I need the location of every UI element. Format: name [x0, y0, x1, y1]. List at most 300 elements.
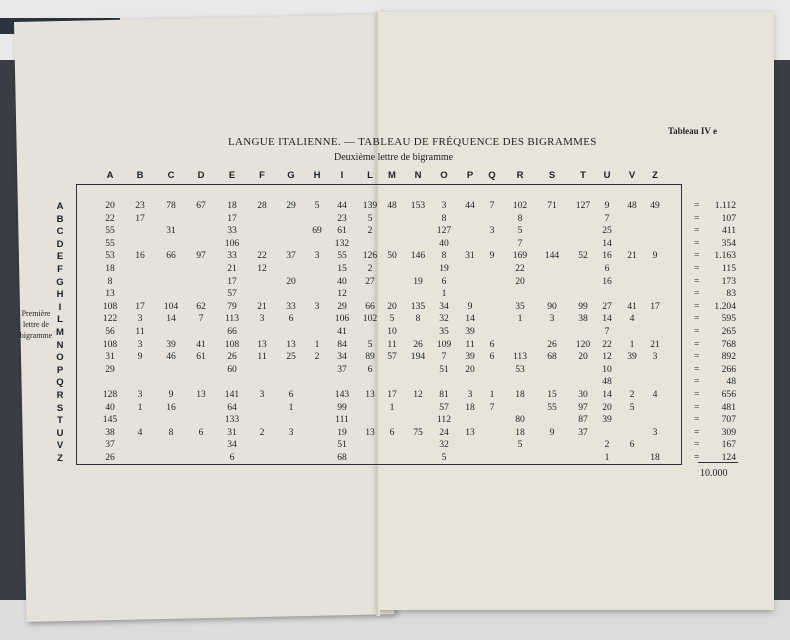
table-cell: 2	[629, 389, 635, 400]
equals-sign: =	[694, 200, 700, 211]
table-cell: 33	[227, 250, 237, 262]
table-cell: 62	[196, 300, 206, 312]
table-cell: 31	[227, 426, 237, 438]
row-header-o: O	[56, 352, 64, 364]
table-cell: 37	[105, 439, 115, 451]
table-cell: 89	[365, 351, 375, 363]
table-cell: 39	[602, 414, 612, 426]
table-cell: 2	[604, 439, 610, 451]
table-cell: 51	[439, 363, 449, 375]
table-cell: 5	[517, 225, 523, 237]
table-cell: 24	[439, 426, 449, 438]
table-cell: 113	[512, 351, 528, 363]
table-cell: 48	[387, 200, 397, 211]
table-cell: 3	[467, 389, 473, 400]
table-cell: 5	[441, 452, 447, 463]
table-cell: 8	[168, 426, 174, 438]
table-cell: 9	[549, 426, 555, 438]
table-cell: 122	[102, 313, 118, 325]
table-cell: 32	[439, 313, 449, 325]
table-cell: 5	[314, 200, 320, 211]
table-cell: 23	[337, 212, 347, 224]
table-cell: 6	[229, 452, 235, 463]
row-total	[694, 365, 736, 375]
table-cell: 2	[367, 263, 373, 274]
row-header-c: C	[56, 226, 64, 238]
table-cell: 66	[166, 250, 176, 262]
table-cell: 61	[196, 351, 206, 363]
table-cell: 27	[602, 300, 612, 312]
table-cell: 106	[224, 237, 240, 249]
table-cell: 106	[334, 313, 350, 325]
table-cell: 17	[227, 275, 237, 287]
table-cell: 3	[137, 389, 143, 400]
table-cell: 132	[334, 237, 350, 249]
row-header-i: I	[58, 301, 62, 313]
table-cell: 81	[439, 389, 449, 400]
table-cell: 39	[465, 326, 475, 337]
row-total-value: 595	[721, 313, 736, 325]
row-header-t: T	[57, 415, 63, 427]
table-cell: 31	[465, 250, 475, 262]
equals-sign: =	[694, 313, 700, 325]
column-header-n: N	[414, 170, 422, 181]
row-total	[694, 239, 736, 249]
table-cell: 64	[227, 401, 237, 413]
table-cell: 10	[602, 363, 612, 375]
table-cell: 102	[362, 313, 378, 325]
table-cell: 66	[227, 326, 237, 337]
table-cell: 6	[629, 439, 635, 451]
table-cell: 3	[259, 389, 265, 400]
column-header-v: V	[628, 170, 636, 181]
table-cell: 53	[105, 250, 115, 262]
table-cell: 6	[367, 363, 373, 375]
table-cell: 60	[227, 363, 237, 375]
table-cell: 7	[517, 237, 523, 249]
table-cell: 3	[652, 426, 658, 438]
table-cell: 35	[439, 326, 449, 337]
table-cell: 113	[224, 313, 240, 325]
table-cell: 78	[166, 200, 176, 211]
table-cell: 55	[105, 237, 115, 249]
table-cell: 6	[288, 389, 294, 400]
table-cell: 38	[578, 313, 588, 325]
table-cell: 21	[627, 250, 637, 262]
row-total-value: 411	[721, 225, 736, 237]
table-cell: 99	[337, 401, 347, 413]
table-cell: 11	[465, 338, 475, 350]
table-cell: 12	[413, 389, 423, 400]
table-cell: 28	[257, 200, 267, 211]
table-cell: 67	[196, 200, 206, 211]
table-cell: 13	[257, 338, 267, 350]
table-cell: 55	[337, 250, 347, 262]
table-cell: 1	[441, 288, 447, 300]
table-cell: 120	[575, 338, 591, 350]
equals-sign: =	[694, 225, 700, 237]
row-total-value: 1.163	[714, 250, 736, 262]
row-total-value: 83	[726, 288, 736, 300]
table-cell: 1	[604, 452, 610, 463]
table-cell: 80	[515, 414, 525, 426]
table-cell: 21	[227, 263, 237, 274]
column-header-r: R	[516, 170, 524, 181]
table-cell: 11	[257, 351, 267, 363]
row-total-value: 354	[721, 237, 736, 249]
row-header-v: V	[56, 440, 64, 452]
table-cell: 17	[227, 212, 237, 224]
column-header-c: C	[167, 170, 175, 181]
table-cell: 144	[544, 250, 560, 262]
equals-sign: =	[694, 250, 700, 262]
grand-total: 10.000	[700, 468, 728, 479]
table-cell: 40	[105, 401, 115, 413]
row-header-h: H	[56, 289, 64, 301]
table-cell: 18	[105, 263, 115, 274]
table-cell: 41	[337, 326, 347, 337]
table-cell: 40	[439, 237, 449, 249]
column-header-d: D	[197, 170, 205, 181]
row-total	[694, 214, 736, 224]
table-cell: 55	[105, 225, 115, 237]
table-cell: 53	[515, 363, 525, 375]
table-cell: 8	[107, 275, 113, 287]
table-cell: 108	[102, 338, 118, 350]
table-cell: 3	[441, 200, 447, 211]
table-cell: 5	[629, 401, 635, 413]
table-cell: 18	[465, 401, 475, 413]
table-cell: 46	[166, 351, 176, 363]
table-cell: 14	[166, 313, 176, 325]
table-cell: 8	[517, 212, 523, 224]
row-header-u: U	[56, 427, 64, 439]
table-cell: 12	[257, 263, 267, 274]
table-cell: 4	[629, 313, 635, 325]
row-total-value: 173	[721, 275, 736, 287]
table-cell: 108	[224, 338, 240, 350]
column-header-q: Q	[488, 170, 496, 181]
table-cell: 2	[259, 426, 265, 438]
table-cell: 29	[286, 200, 296, 211]
table-cell: 1	[389, 401, 395, 413]
row-total-value: 48	[726, 376, 736, 388]
table-cell: 9	[137, 351, 143, 363]
table-cell: 153	[410, 200, 426, 211]
table-cell: 18	[515, 426, 525, 438]
table-cell: 104	[163, 300, 179, 312]
table-cell: 48	[627, 200, 637, 211]
table-cell: 14	[465, 313, 475, 325]
table-cell: 41	[196, 338, 206, 350]
table-cell: 14	[602, 389, 612, 400]
table-cell: 13	[105, 288, 115, 300]
equals-sign: =	[694, 237, 700, 249]
table-cell: 5	[367, 338, 373, 350]
table-cell: 169	[512, 250, 528, 262]
table-cell: 11	[387, 338, 397, 350]
table-cell: 9	[604, 200, 610, 211]
table-cell: 55	[547, 401, 557, 413]
row-total	[694, 377, 736, 387]
table-cell: 30	[578, 389, 588, 400]
equals-sign: =	[694, 426, 700, 438]
equals-sign: =	[694, 414, 700, 426]
table-cell: 20	[286, 275, 296, 287]
table-cell: 18	[515, 389, 525, 400]
equals-sign: =	[694, 363, 700, 375]
row-total-value: 265	[721, 326, 736, 337]
equals-sign: =	[694, 263, 700, 274]
table-cell: 13	[286, 338, 296, 350]
table-cell: 6	[389, 426, 395, 438]
table-cell: 26	[547, 338, 557, 350]
row-total	[694, 302, 736, 312]
table-cell: 109	[436, 338, 452, 350]
page-title: LANGUE ITALIENNE. — TABLEAU DE FRÉQUENCE DES BIGRAMMES	[228, 136, 597, 148]
row-total-value: 167	[721, 439, 736, 451]
table-cell: 27	[365, 275, 375, 287]
column-header-i: I	[340, 170, 344, 181]
table-cell: 69	[312, 225, 322, 237]
table-cell: 15	[337, 263, 347, 274]
table-cell: 13	[365, 389, 375, 400]
table-cell: 35	[515, 300, 525, 312]
row-total-value: 1.112	[714, 200, 736, 211]
table-cell: 44	[337, 200, 347, 211]
table-id: Tableau IV e	[668, 126, 718, 136]
table-cell: 1	[629, 338, 635, 350]
row-total	[694, 327, 736, 337]
table-cell: 6	[489, 338, 495, 350]
table-cell: 21	[257, 300, 267, 312]
table-cell: 146	[410, 250, 426, 262]
table-cell: 20	[387, 300, 397, 312]
table-cell: 143	[334, 389, 350, 400]
table-cell: 14	[602, 237, 612, 249]
row-total	[694, 340, 736, 350]
table-cell: 99	[578, 300, 588, 312]
column-header-p: P	[466, 170, 474, 181]
table-cell: 9	[652, 250, 658, 262]
row-total-value: 309	[721, 426, 736, 438]
table-cell: 16	[135, 250, 145, 262]
table-cell: 31	[166, 225, 176, 237]
row-total-value: 115	[721, 263, 736, 274]
table-cell: 29	[105, 363, 115, 375]
column-header-s: S	[548, 170, 556, 181]
table-cell: 90	[547, 300, 557, 312]
table-cell: 3	[314, 250, 320, 262]
equals-sign: =	[694, 326, 700, 337]
table-cell: 39	[627, 351, 637, 363]
table-cell: 20	[602, 401, 612, 413]
table-cell: 41	[627, 300, 637, 312]
row-total	[694, 201, 736, 211]
table-cell: 127	[436, 225, 452, 237]
table-cell: 37	[337, 363, 347, 375]
table-cell: 57	[227, 288, 237, 300]
row-header-z: Z	[57, 453, 63, 464]
table-cell: 10	[387, 326, 397, 337]
table-cell: 3	[137, 338, 143, 350]
row-total	[694, 428, 736, 438]
table-cell: 7	[604, 212, 610, 224]
table-cell: 22	[257, 250, 267, 262]
row-header-r: R	[56, 390, 64, 401]
row-total	[694, 314, 736, 324]
equals-sign: =	[694, 275, 700, 287]
table-cell: 13	[196, 389, 206, 400]
table-cell: 39	[166, 338, 176, 350]
table-cell: 102	[512, 200, 528, 211]
row-total	[694, 264, 736, 274]
row-total	[694, 390, 736, 400]
table-cell: 7	[489, 200, 495, 211]
column-header-o: O	[440, 170, 448, 181]
table-cell: 19	[439, 263, 449, 274]
equals-sign: =	[694, 389, 700, 400]
row-total-value: 707	[721, 414, 736, 426]
table-cell: 21	[650, 338, 660, 350]
table-cell: 145	[102, 414, 118, 426]
table-cell: 37	[578, 426, 588, 438]
table-cell: 1	[517, 313, 523, 325]
table-cell: 6	[198, 426, 204, 438]
row-header-b: B	[56, 213, 64, 225]
table-cell: 9	[467, 300, 473, 312]
table-cell: 1	[314, 338, 320, 350]
row-total	[694, 289, 736, 299]
table-cell: 20	[515, 275, 525, 287]
table-cell: 19	[413, 275, 423, 287]
table-cell: 20	[578, 351, 588, 363]
first-letter-label: Première lettre de bigramme	[19, 309, 53, 340]
column-header-e: E	[228, 170, 236, 181]
table-cell: 141	[224, 389, 240, 400]
table-cell: 7	[489, 401, 495, 413]
table-cell: 128	[102, 389, 118, 400]
column-header-l: L	[367, 170, 373, 181]
table-cell: 18	[650, 452, 660, 463]
table-cell: 22	[602, 338, 612, 350]
table-cell: 40	[337, 275, 347, 287]
table-cell: 6	[604, 263, 610, 274]
table-cell: 52	[578, 250, 588, 262]
table-cell: 2	[314, 351, 320, 363]
column-header-f: F	[259, 170, 265, 181]
table-cell: 32	[439, 439, 449, 451]
table-cell: 34	[337, 351, 347, 363]
table-cell: 7	[441, 351, 447, 363]
table-cell: 84	[337, 338, 347, 350]
table-cell: 57	[439, 401, 449, 413]
row-header-p: P	[56, 364, 64, 376]
row-total	[694, 352, 736, 362]
equals-sign: =	[694, 439, 700, 451]
table-cell: 25	[286, 351, 296, 363]
table-cell: 13	[465, 426, 475, 438]
table-cell: 12	[337, 288, 347, 300]
table-cell: 38	[105, 426, 115, 438]
table-cell: 97	[196, 250, 206, 262]
table-cell: 5	[389, 313, 395, 325]
table-cell: 29	[337, 300, 347, 312]
equals-sign: =	[694, 338, 700, 350]
equals-sign: =	[694, 288, 700, 300]
table-cell: 17	[650, 300, 660, 312]
column-header-z: Z	[652, 170, 658, 181]
table-cell: 22	[515, 263, 525, 274]
table-cell: 68	[547, 351, 557, 363]
table-cell: 17	[387, 389, 397, 400]
row-header-g: G	[56, 276, 64, 288]
equals-sign: =	[694, 452, 700, 463]
table-cell: 4	[137, 426, 143, 438]
table-cell: 50	[387, 250, 397, 262]
table-cell: 33	[227, 225, 237, 237]
table-cell: 34	[227, 439, 237, 451]
column-header-h: H	[313, 170, 321, 181]
equals-sign: =	[694, 212, 700, 224]
table-cell: 1	[288, 401, 294, 413]
row-total	[694, 251, 736, 261]
row-total	[694, 277, 736, 287]
table-cell: 26	[413, 338, 423, 350]
table-cell: 56	[105, 326, 115, 337]
table-cell: 79	[227, 300, 237, 312]
table-cell: 194	[410, 351, 426, 363]
row-total-value: 124	[721, 452, 736, 463]
table-cell: 26	[105, 452, 115, 463]
table-cell: 39	[465, 351, 475, 363]
table-cell: 22	[105, 212, 115, 224]
row-total-value: 266	[721, 363, 736, 375]
row-total	[694, 453, 736, 463]
row-header-a: A	[56, 201, 64, 212]
row-total	[694, 440, 736, 450]
column-header-m: M	[388, 170, 396, 181]
table-cell: 108	[102, 300, 118, 312]
table-cell: 75	[413, 426, 423, 438]
row-header-l: L	[57, 314, 63, 326]
table-cell: 49	[650, 200, 660, 211]
table-cell: 13	[365, 426, 375, 438]
table-cell: 68	[337, 452, 347, 463]
table-cell: 57	[387, 351, 397, 363]
table-cell: 3	[489, 225, 495, 237]
row-total-value: 481	[721, 401, 736, 413]
equals-sign: =	[694, 376, 700, 388]
table-cell: 20	[105, 200, 115, 211]
table-cell: 51	[337, 439, 347, 451]
table-cell: 7	[604, 326, 610, 337]
column-header-a: A	[106, 170, 114, 181]
table-cell: 33	[286, 300, 296, 312]
row-header-s: S	[56, 402, 64, 414]
row-total	[694, 403, 736, 413]
table-cell: 3	[652, 351, 658, 363]
table-cell: 97	[578, 401, 588, 413]
table-cell: 9	[168, 389, 174, 400]
table-cell: 17	[135, 212, 145, 224]
table-cell: 15	[547, 389, 557, 400]
column-header-b: B	[136, 170, 144, 181]
table-cell: 139	[362, 200, 378, 211]
table-cell: 5	[517, 439, 523, 451]
table-cell: 71	[547, 200, 557, 211]
table-cell: 44	[465, 200, 475, 211]
